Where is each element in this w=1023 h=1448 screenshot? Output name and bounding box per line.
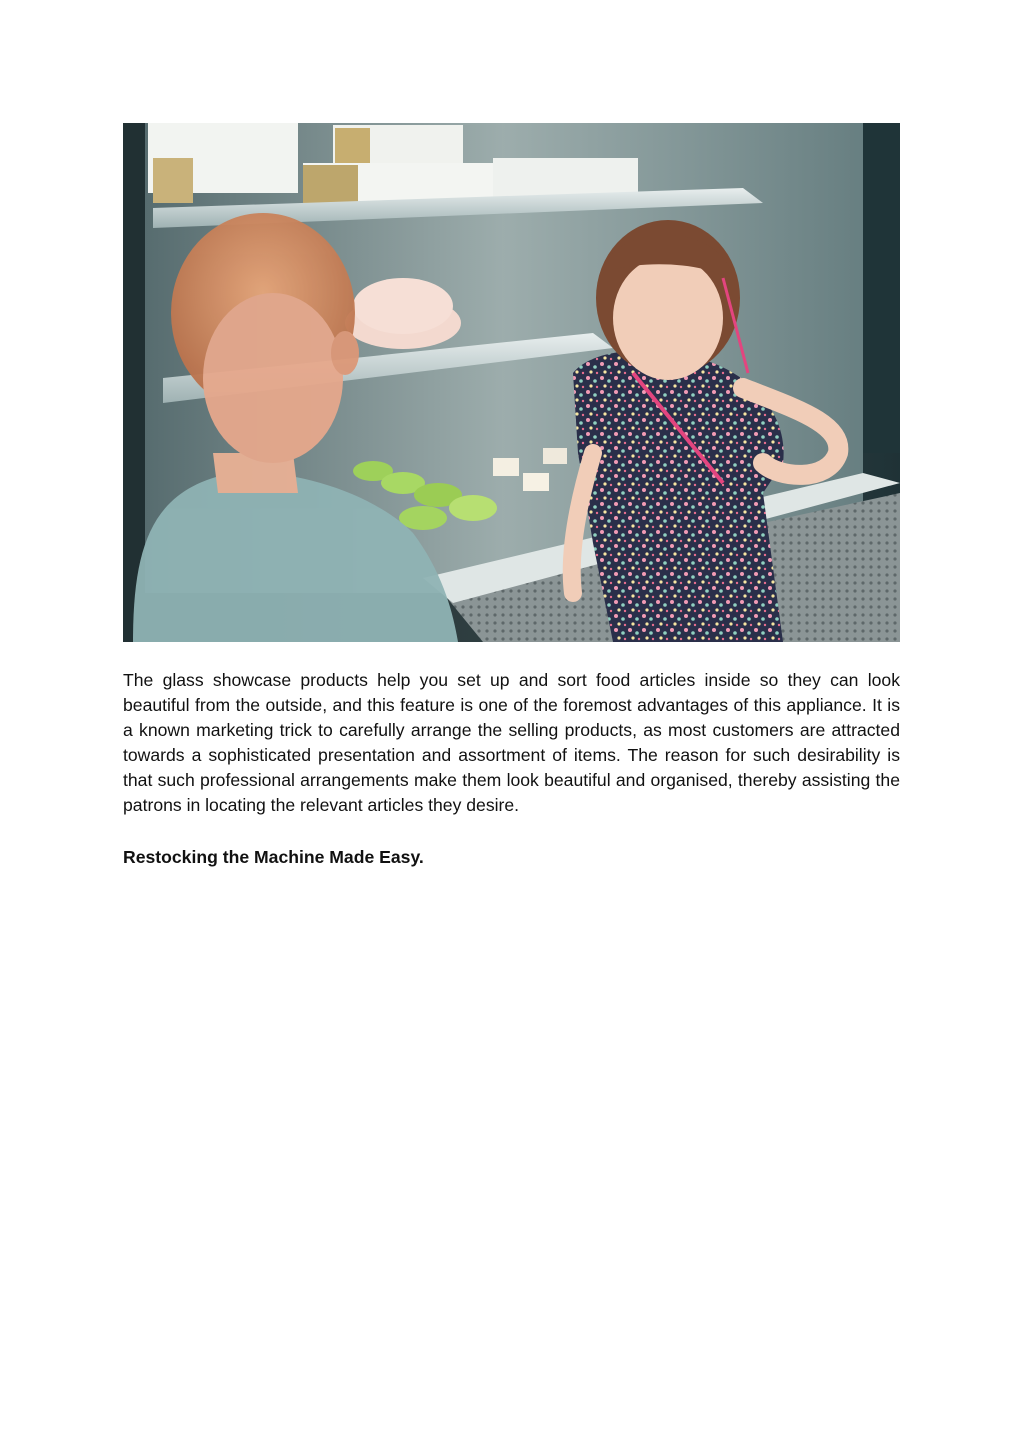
- photo-children-at-pastry-showcase: [123, 123, 900, 642]
- body-paragraph: The glass showcase products help you set up and sort food articles inside so they can look beautiful from the outside, and this feature is one of the foremost advantages of this appliance. It is a known marketing trick to carefully arrange the selling products, as most customers are attracted towards a sophisticated presentation and assortment of items. The reason for such desirability is that such professional arrangements make them look beautiful and organised, thereby assisting the patrons in locating the relevant articles they desire.: [123, 670, 900, 815]
- photo-illustration: [123, 123, 900, 642]
- section-heading: Restocking the Machine Made Easy.: [123, 847, 424, 867]
- gift-box: [493, 158, 638, 198]
